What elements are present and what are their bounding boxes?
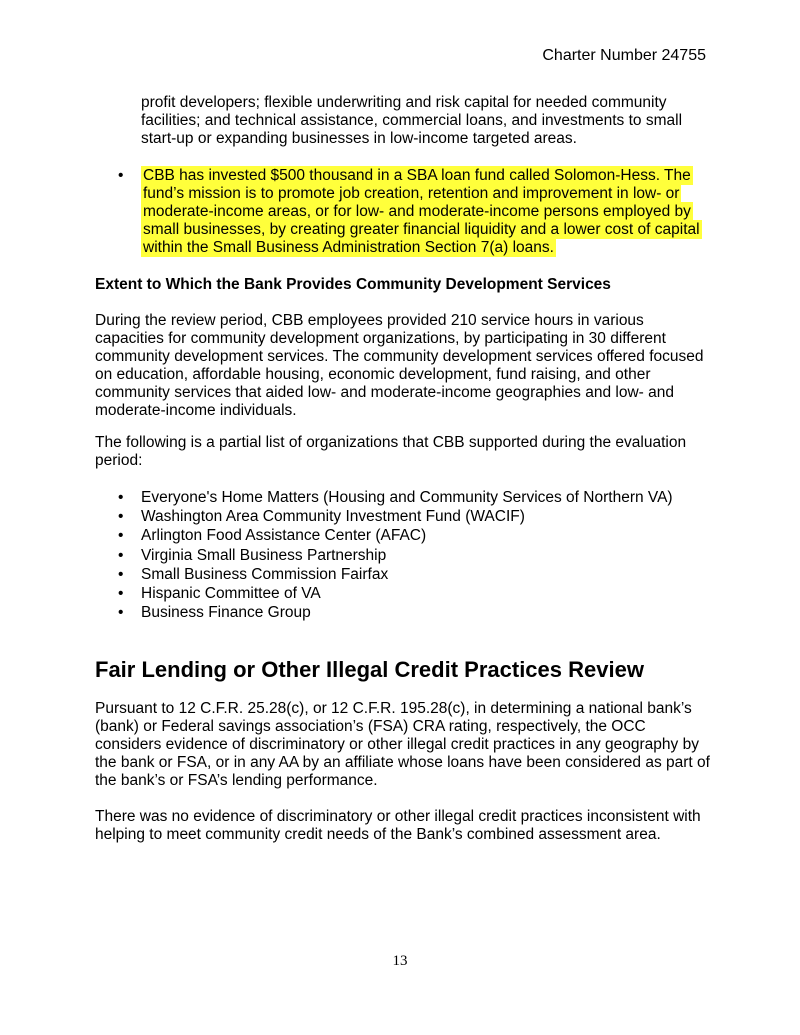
- services-paragraph: During the review period, CBB employees provided 210 service hours in various capacities for community development organizations, by participating in 30 different community development services. The community development services offered focused on education, affordable housing, economic development, fund raising, and other community services that aided low- and moderate-income geographies and low- and moderate-income individuals.: [95, 312, 704, 419]
- list-item: • Hispanic Committee of VA: [118, 585, 321, 603]
- fair-lending-paragraph-2: There was no evidence of discriminatory or other illegal credit practices inconsistent with helping to meet community credit needs of the Bank’s combined assessment area.: [95, 808, 701, 843]
- charter-number: Charter Number 24755: [542, 47, 706, 64]
- section-subheading: Extent to Which the Bank Provides Community Development Services: [95, 276, 611, 293]
- bullet-icon: •: [118, 546, 124, 564]
- list-item: • Virginia Small Business Partnership: [118, 546, 387, 564]
- organizations-list: [118, 488, 673, 622]
- page-number: 13: [392, 953, 408, 969]
- bullet-icon: •: [118, 604, 124, 622]
- highlighted-text: CBB has invested $500 thousand in a SBA loan fund called Solomon-Hess. The fund’s mission is to promote job creation, retention and improvement in low- or moderate-income areas, or for low- and moderate-income persons employed by small businesses, by creating greater financial liquidity and a lower cost of capital within the Small Business Administration Section 7(a) loans.: [143, 167, 700, 256]
- list-item: • Everyone's Home Matters (Housing and Community Services of Northern VA): [118, 489, 673, 506]
- bullet-icon: •: [118, 489, 124, 506]
- continued-bullet-text: profit developers; flexible underwriting and risk capital for needed community facilities; and technical assistance, commercial loans, and investments to small start-up or expanding businesses in low-income targeted areas.: [141, 94, 683, 147]
- list-item: • Arlington Food Assistance Center (AFAC): [118, 527, 427, 545]
- section-heading: Fair Lending or Other Illegal Credit Practices Review: [95, 657, 644, 682]
- organizations-intro: The following is a partial list of organizations that CBB supported during the evaluation period:: [95, 434, 687, 469]
- bullet-icon: •: [118, 167, 124, 184]
- list-item: • Business Finance Group: [118, 604, 311, 622]
- bullet-icon: •: [118, 585, 124, 603]
- bullet-icon: •: [118, 565, 124, 583]
- fair-lending-paragraph-1: Pursuant to 12 C.F.R. 25.28(c), or 12 C.F.R. 195.28(c), in determining a national bank’s (bank) or Federal savings association’s (FSA) CRA rating, respectively, the OCC considers evidence of discriminatory or other illegal credit practices in any geography by the bank or FSA, or in any AA by an affiliate whose loans have been considered as part of the bank’s or FSA’s lending performance.: [95, 700, 710, 789]
- list-item: • Small Business Commission Fairfax: [118, 565, 389, 583]
- bullet-icon: •: [118, 527, 124, 545]
- list-item: • Washington Area Community Investment Fund (WACIF): [118, 508, 525, 526]
- bullet-icon: •: [118, 508, 124, 526]
